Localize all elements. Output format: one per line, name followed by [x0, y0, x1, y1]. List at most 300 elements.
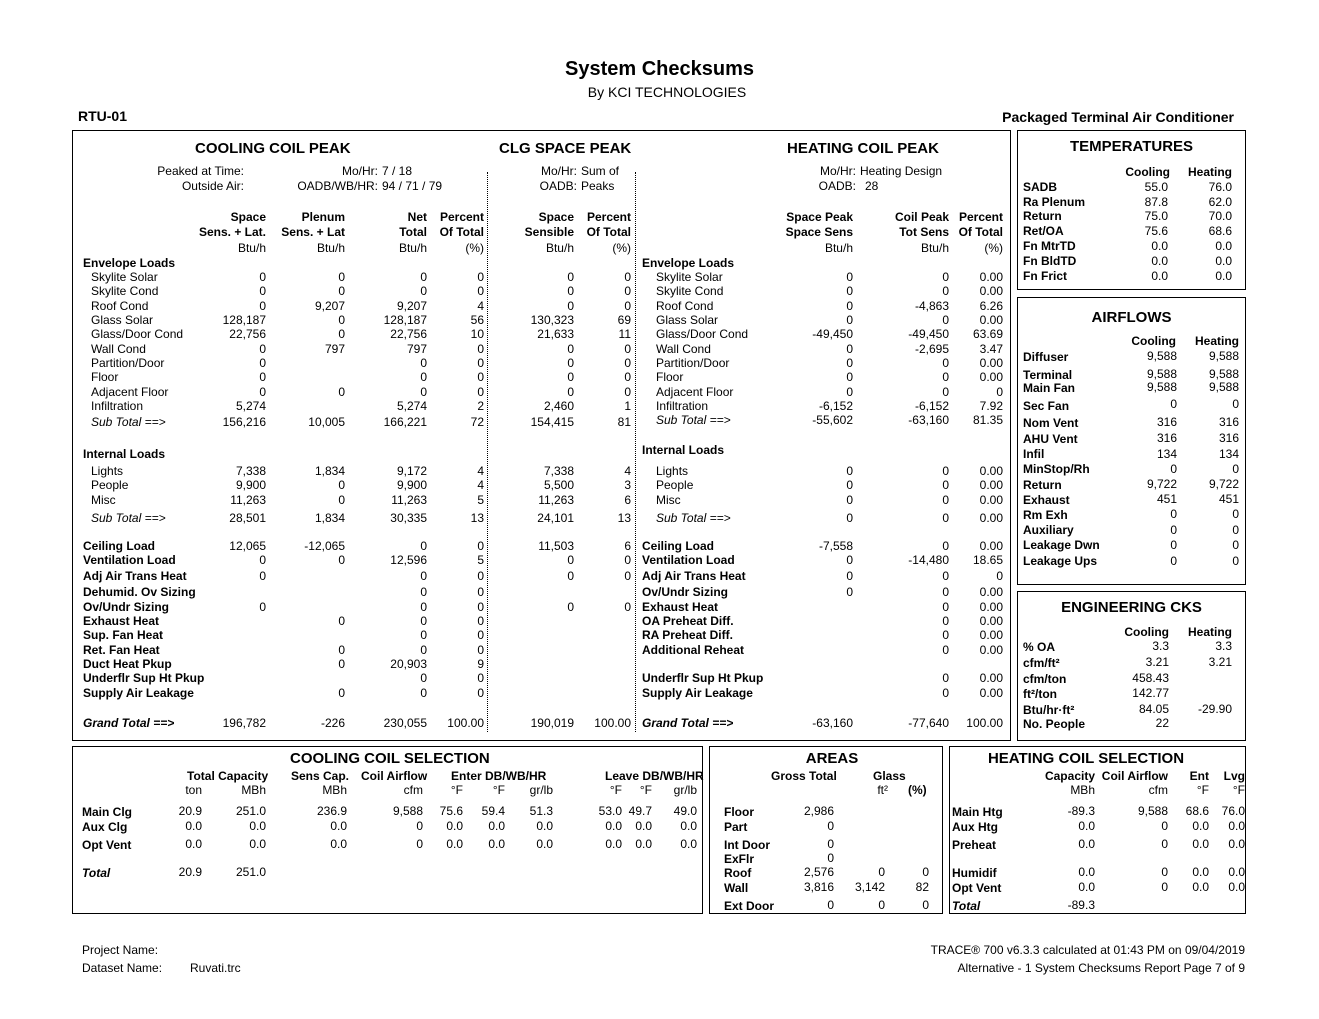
cooling-col-header: Percent — [586, 210, 631, 224]
heating-cell: -49,450 — [908, 327, 949, 341]
coil-cell: 0.0 — [635, 837, 652, 851]
coil-cell: 0.0 — [635, 819, 652, 833]
eng-row-label: cfm/ft² — [1023, 656, 1060, 670]
cooling-cell: 1,834 — [314, 511, 345, 525]
heat-sel-cell: 76.0 — [1221, 804, 1245, 818]
cooling-cell: 0 — [420, 270, 427, 284]
cooling-cell: 13 — [617, 511, 631, 525]
cooling-cell: 0 — [420, 671, 427, 685]
cooling-row-label: Ret. Fan Heat — [83, 643, 160, 657]
cooling-cell: 69 — [617, 313, 631, 327]
heating-row-label: Skylite Cond — [656, 284, 724, 298]
airflow-cooling-value: 316 — [1156, 431, 1177, 445]
coil-cell: 0.0 — [249, 819, 266, 833]
outside-air-label: Outside Air: — [181, 179, 244, 193]
cooling-cell: 797 — [324, 342, 345, 356]
cooling-cell: 128,187 — [383, 313, 427, 327]
heating-cell: 0 — [942, 313, 949, 327]
heat-sel-cell: 0 — [1161, 865, 1168, 879]
eng-row-label: No. People — [1023, 717, 1086, 731]
areas-header: AREAS — [805, 750, 859, 767]
heating-cell: -14,480 — [908, 553, 949, 567]
heat-sel-cell: 0.0 — [1228, 819, 1245, 833]
cooling-row-label: Sub Total ==> — [91, 511, 166, 525]
cooling-cell: 0 — [567, 600, 574, 614]
heating-cell: 0.00 — [979, 686, 1003, 700]
cooling-cell: 0 — [338, 686, 345, 700]
coil-cell: 0.0 — [185, 837, 202, 851]
temp-cooling-value: 75.0 — [1144, 209, 1168, 223]
eng-row-label: ft²/ton — [1023, 687, 1057, 701]
heating-row-label: Wall Cond — [656, 342, 711, 356]
cooling-row-label: Underflr Sup Ht Pkup — [83, 671, 205, 685]
cooling-cell: 0 — [420, 539, 427, 553]
heating-cell: 0 — [942, 643, 949, 657]
cooling-cell: -226 — [320, 716, 345, 730]
mohr-label: Mo/Hr: — [342, 164, 378, 178]
airflow-cooling-value: 9,588 — [1146, 380, 1177, 394]
temp-row-label: Fn MtrTD — [1023, 239, 1076, 253]
heating-row-label: Exhaust Heat — [642, 600, 719, 614]
airflow-heating-value: 0 — [1232, 538, 1239, 552]
cooling-row-label: Sup. Fan Heat — [83, 628, 164, 642]
heating-cell: 0 — [996, 569, 1003, 583]
heating-cell: 0 — [942, 671, 949, 685]
cooling-cell: 6 — [624, 539, 631, 553]
heating-coil-selection-header: HEATING COIL SELECTION — [987, 750, 1185, 767]
heat-sel-col-header: Lvg — [1223, 769, 1245, 783]
heating-cell: 0 — [846, 385, 853, 399]
airflow-heating-value: 9,588 — [1208, 367, 1239, 381]
airflow-cooling-value: 0 — [1170, 538, 1177, 552]
cooling-cell: 1 — [624, 399, 631, 413]
cooling-col-header: Btu/h — [545, 241, 574, 255]
cooling-cell: 12,596 — [390, 553, 427, 567]
airflow-heating-value: 0 — [1232, 507, 1239, 521]
airflow-cooling-value: 451 — [1156, 492, 1177, 506]
heating-cell: 0 — [846, 270, 853, 284]
cooling-cell: 196,782 — [222, 716, 266, 730]
heating-row-label: Ceiling Load — [642, 539, 714, 553]
report-title: System Checksums — [565, 58, 754, 80]
cooling-cell: 11,503 — [538, 539, 574, 553]
cooling-col-header: Sensible — [524, 225, 574, 239]
heating-cell: 0 — [846, 464, 853, 478]
temp-row-label: Ra Plenum — [1023, 195, 1086, 209]
coil-unit: °F — [492, 783, 505, 797]
heating-cell: -4,863 — [914, 299, 949, 313]
heating-coil-peak-header: HEATING COIL PEAK — [787, 140, 939, 157]
cooling-cell: 11,263 — [538, 493, 574, 507]
cooling-cell: 0 — [338, 614, 345, 628]
heating-cell: 0.00 — [979, 628, 1003, 642]
heat-sel-cell: 0.0 — [1228, 865, 1245, 879]
airflow-row-label: Sec Fan — [1023, 399, 1070, 413]
cooling-cell: 0 — [624, 342, 631, 356]
heating-row-label: Sub Total ==> — [656, 511, 731, 525]
heating-col-header: Btu/h — [920, 241, 949, 255]
cooling-cell: 0 — [624, 385, 631, 399]
column-divider — [635, 172, 636, 732]
area-cell: 0 — [827, 837, 834, 851]
heating-col-header: Coil Peak — [894, 210, 949, 224]
cooling-row-label: Floor — [91, 370, 119, 384]
coil-cell: 0.0 — [488, 819, 505, 833]
coil-group-header: Total Capacity — [187, 769, 269, 783]
heating-cell: 0 — [846, 356, 853, 370]
cooling-col-header: Net — [407, 210, 427, 224]
temp-cooling-value: 55.0 — [1144, 180, 1168, 194]
cooling-col-header: Of Total — [586, 225, 631, 239]
cooling-cell: 0 — [624, 569, 631, 583]
system-name: RTU-01 — [78, 108, 128, 124]
heating-cell: 3.47 — [979, 342, 1003, 356]
airflow-row-label: Exhaust — [1023, 493, 1070, 507]
cooling-cell: 1,834 — [314, 464, 345, 478]
cooling-cell: 0 — [567, 553, 574, 567]
area-cell: 2,986 — [803, 804, 834, 818]
cooling-cell: 0 — [477, 600, 484, 614]
heating-cell: 0.00 — [979, 671, 1003, 685]
cooling-row-label: Dehumid. Ov Sizing — [83, 585, 196, 599]
coil-unit: MBh — [241, 783, 266, 797]
heating-cell: -55,602 — [812, 413, 853, 427]
coil-unit: °F — [450, 783, 463, 797]
heat-sel-col-header: Capacity — [1044, 769, 1095, 783]
cooling-cell: 5,500 — [543, 478, 574, 492]
temp-row-label: Fn Frict — [1023, 269, 1067, 283]
heat-sel-row-label: Preheat — [952, 838, 997, 852]
cooling-col-header: Sens. + Lat. — [198, 225, 266, 239]
cooling-cell: 0 — [477, 671, 484, 685]
heating-cell: -6,152 — [914, 399, 949, 413]
cooling-cell: 0 — [259, 569, 266, 583]
cooling-cell: 797 — [406, 342, 427, 356]
heat-sel-row-label: Main Htg — [952, 805, 1003, 819]
airflow-cooling-value: 9,588 — [1146, 367, 1177, 381]
cooling-cell: 0 — [420, 686, 427, 700]
temp-heating-value: 68.6 — [1208, 224, 1232, 238]
heating-col-header: Btu/h — [824, 241, 853, 255]
heating-cell: 0 — [846, 585, 853, 599]
heating-cell: 0 — [846, 299, 853, 313]
airflow-row-label: Return — [1023, 478, 1062, 492]
eng-cooling-value: 458.43 — [1132, 671, 1169, 685]
heating-cell: 81.35 — [972, 413, 1003, 427]
heating-cell: 0 — [942, 464, 949, 478]
heat-sel-col-header: Coil Airflow — [1101, 769, 1168, 783]
cooling-cell: 0 — [420, 569, 427, 583]
cooling-cell: 166,221 — [383, 415, 427, 429]
heating-cell: 18.65 — [972, 553, 1003, 567]
temp-row-label: Return — [1023, 209, 1062, 223]
heating-cell: 0.00 — [979, 270, 1003, 284]
cooling-cell: 5 — [477, 493, 484, 507]
heating-cell: 0 — [942, 385, 949, 399]
cooling-row-label: Glass/Door Cond — [91, 327, 184, 341]
cooling-cell: 0 — [420, 585, 427, 599]
heating-cell: 0.00 — [979, 643, 1003, 657]
cooling-cell: 11,263 — [230, 493, 266, 507]
airflow-row-label: Leakage Dwn — [1023, 538, 1100, 552]
cooling-cell: 0 — [624, 356, 631, 370]
cooling-row-label: Lights — [91, 464, 124, 478]
dataset-name-value: Ruvati.trc — [190, 961, 241, 975]
area-row-label: Roof — [724, 866, 752, 880]
cooling-cell: 9,207 — [314, 299, 345, 313]
coil-row-label: Aux Clg — [82, 820, 128, 834]
cooling-cell: 4 — [477, 299, 484, 313]
cooling-cell: 10,005 — [308, 415, 345, 429]
area-row-label: Part — [724, 820, 748, 834]
cooling-cell: 0 — [259, 270, 266, 284]
coil-cell: 251.0 — [235, 804, 266, 818]
eng-heating-value: -29.90 — [1197, 702, 1232, 716]
cooling-cell: 0 — [567, 342, 574, 356]
heating-cell: 0.00 — [979, 493, 1003, 507]
temp-row-label: SADB — [1023, 180, 1058, 194]
cooling-row-label: Supply Air Leakage — [83, 686, 194, 700]
coil-group-header: Leave DB/WB/HR — [605, 769, 704, 783]
cooling-cell: 0 — [338, 385, 345, 399]
area-cell: 0 — [922, 898, 929, 912]
cooling-cell: 4 — [624, 464, 631, 478]
cooling-cell: 0 — [338, 657, 345, 671]
airflow-row-label: MinStop/Rh — [1023, 462, 1090, 476]
cooling-cell: 0 — [420, 614, 427, 628]
cooling-cell: 0 — [477, 614, 484, 628]
heating-row-label: OA Preheat Diff. — [642, 614, 734, 628]
temp-cooling-value: 0.0 — [1151, 269, 1168, 283]
cooling-cell: 0 — [338, 270, 345, 284]
heat-sel-unit: MBh — [1070, 783, 1095, 797]
temp-heating-value: 76.0 — [1208, 180, 1232, 194]
eng-heating-value: 3.3 — [1215, 639, 1232, 653]
cooling-cell: 0 — [477, 643, 484, 657]
heating-cell: 0.00 — [979, 284, 1003, 298]
heating-row-label: Ventilation Load — [642, 553, 735, 567]
cooling-cell: 72 — [470, 415, 484, 429]
heating-cell: 0 — [942, 370, 949, 384]
heating-cell: 0 — [942, 600, 949, 614]
cooling-cell: 0 — [624, 299, 631, 313]
cooling-col-header: Of Total — [439, 225, 484, 239]
heat-sel-cell: -89.3 — [1067, 804, 1095, 818]
cooling-cell: 0 — [259, 299, 266, 313]
peaked-label: Peaked at Time: — [157, 164, 244, 178]
cooling-cell: 0 — [624, 600, 631, 614]
airflow-row-label: Terminal — [1023, 368, 1073, 382]
airflow-heating-value: 9,588 — [1208, 380, 1239, 394]
eng-row-label: Btu/hr·ft² — [1023, 703, 1075, 717]
airflow-heating-value: 0 — [1232, 462, 1239, 476]
oadb-value: 94 / 71 / 79 — [382, 179, 443, 193]
cooling-col-header: (%) — [612, 241, 631, 255]
cooling-cell: 0 — [624, 553, 631, 567]
heat-sel-cell: 0.0 — [1192, 819, 1209, 833]
cooling-cell: 0 — [259, 385, 266, 399]
coil-row-label: Total — [82, 866, 111, 880]
airflow-row-label: AHU Vent — [1023, 432, 1078, 446]
heating-row-label: RA Preheat Diff. — [642, 628, 733, 642]
cooling-cell: 4 — [477, 464, 484, 478]
cooling-cell: 128,187 — [222, 313, 266, 327]
trace-version: TRACE® 700 v6.3.3 calculated at 01:43 PM on 09/04/2019 — [930, 943, 1245, 957]
cooling-cell: 81 — [617, 415, 631, 429]
cooling-row-label: Ventilation Load — [83, 553, 176, 567]
coil-row-label: Main Clg — [82, 805, 132, 819]
airflow-row-label: Diffuser — [1023, 350, 1069, 364]
areas-pct-unit: (%) — [908, 783, 927, 797]
cooling-cell: 0 — [477, 686, 484, 700]
temp-cooling-value: 0.0 — [1151, 239, 1168, 253]
coil-cell: 0.0 — [680, 819, 697, 833]
heating-cell: 0 — [846, 313, 853, 327]
coil-unit: cfm — [403, 783, 423, 797]
area-cell: 3,142 — [854, 880, 885, 894]
heating-cell: 0 — [846, 511, 853, 525]
heat-sel-cell: 0.0 — [1078, 837, 1095, 851]
heating-cell: -49,450 — [812, 327, 853, 341]
cooling-cell: 0 — [420, 370, 427, 384]
coil-group-header: Sens Cap. — [291, 769, 350, 783]
report-page-info: Alternative - 1 System Checksums Report Page 7 of 9 — [957, 961, 1245, 975]
cooling-cell: 22,756 — [229, 327, 266, 341]
cooling-row-label: Wall Cond — [91, 342, 146, 356]
heat-sel-cell: 0 — [1161, 880, 1168, 894]
heating-cell: 0.00 — [979, 539, 1003, 553]
coil-cell: 49.7 — [628, 804, 652, 818]
heating-cell: 0.00 — [979, 600, 1003, 614]
coil-cell: 0.0 — [488, 837, 505, 851]
airflow-cooling-value: 0 — [1170, 462, 1177, 476]
heat-sel-cell: 9,588 — [1137, 804, 1168, 818]
heat-sel-cell: 0.0 — [1078, 865, 1095, 879]
heat-sel-col-header: Ent — [1189, 769, 1209, 783]
project-name-label: Project Name: — [82, 943, 159, 957]
cooling-cell: 5 — [477, 553, 484, 567]
cooling-row-label: Skylite Cond — [91, 284, 159, 298]
space-mohr-label: Mo/Hr: — [541, 164, 577, 178]
cooling-cell: 5,274 — [396, 399, 427, 413]
heating-cell: 0 — [846, 553, 853, 567]
cooling-cell: 30,335 — [390, 511, 427, 525]
heat-sel-cell: 0.0 — [1078, 880, 1095, 894]
heating-cell: -63,160 — [812, 716, 853, 730]
heating-cell: -6,152 — [818, 399, 853, 413]
coil-cell: 0.0 — [605, 819, 622, 833]
cooling-coil-selection-header: COOLING COIL SELECTION — [290, 750, 490, 767]
coil-cell: 59.4 — [481, 804, 505, 818]
cooling-cell: 21,633 — [537, 327, 574, 341]
coil-unit: gr/lb — [529, 783, 553, 797]
cooling-cell: 9,900 — [235, 478, 266, 492]
cooling-cell: 0 — [259, 356, 266, 370]
cooling-cell: 0 — [624, 370, 631, 384]
temp-heating-value: 62.0 — [1208, 195, 1232, 209]
cooling-cell: 0 — [420, 600, 427, 614]
temp-heating-value: 0.0 — [1215, 269, 1232, 283]
coil-group-header: Enter DB/WB/HR — [451, 769, 547, 783]
cooling-cell: 0 — [338, 327, 345, 341]
cooling-cell: 9 — [477, 657, 484, 671]
cooling-cell: 6 — [624, 493, 631, 507]
airflow-cooling-value: 9,722 — [1146, 477, 1177, 491]
airflow-cooling-value: 134 — [1156, 447, 1177, 461]
heating-cell: -63,160 — [908, 413, 949, 427]
heat-internal-label: Internal Loads — [642, 443, 725, 457]
airflow-row-label: Nom Vent — [1023, 416, 1079, 430]
heating-cell: 7.92 — [979, 399, 1003, 413]
airflow-heating-value: 316 — [1218, 431, 1239, 445]
heating-col-header: Space Sens — [785, 225, 853, 239]
cooling-row-label: Ov/Undr Sizing — [83, 600, 170, 614]
cooling-row-label: Sub Total ==> — [91, 415, 166, 429]
heat-sel-row-label: Total — [952, 899, 981, 913]
cooling-cell: 0 — [624, 270, 631, 284]
heating-cell: 0.00 — [979, 370, 1003, 384]
air-col-cooling: Cooling — [1131, 334, 1176, 348]
heat-oadb-label: OADB: — [818, 179, 856, 193]
cooling-col-header: Btu/h — [316, 241, 345, 255]
heating-row-label: Roof Cond — [656, 299, 714, 313]
eng-heating-value: 3.21 — [1208, 655, 1232, 669]
heating-cell: -7,558 — [818, 539, 853, 553]
air-col-heating: Heating — [1194, 334, 1239, 348]
temperatures-header: TEMPERATURES — [1069, 138, 1194, 155]
cooling-col-header: Btu/h — [237, 241, 266, 255]
cooling-row-label: Duct Heat Pkup — [83, 657, 172, 671]
heating-row-label: Ov/Undr Sizing — [642, 585, 729, 599]
heat-sel-unit: °F — [1196, 783, 1209, 797]
cooling-col-header: Total — [399, 225, 427, 239]
heating-cell: 0.00 — [979, 511, 1003, 525]
area-cell: 0 — [827, 819, 834, 833]
airflow-cooling-value: 9,588 — [1146, 349, 1177, 363]
heat-sel-cell: 0.0 — [1228, 837, 1245, 851]
cooling-row-label: Skylite Solar — [91, 270, 158, 284]
heating-cell: 0 — [942, 270, 949, 284]
coil-cell: 0.0 — [536, 819, 553, 833]
heating-row-label: Additional Reheat — [642, 643, 745, 657]
cooling-cell: 0 — [477, 342, 484, 356]
cooling-cell: 2,460 — [543, 399, 574, 413]
airflow-row-label: Auxiliary — [1023, 523, 1074, 537]
cooling-row-label: Grand Total ==> — [83, 716, 175, 730]
cooling-cell: 0 — [624, 284, 631, 298]
heat-oadb-value: 28 — [865, 179, 879, 193]
cooling-col-header: Space — [538, 210, 574, 224]
coil-cell: 20.9 — [178, 804, 202, 818]
heating-cell: 0 — [846, 493, 853, 507]
temp-cooling-value: 87.8 — [1144, 195, 1168, 209]
cooling-cell: 100.00 — [594, 716, 631, 730]
area-cell: 0 — [827, 851, 834, 865]
coil-cell: 49.0 — [673, 804, 697, 818]
heating-cell: 0.00 — [979, 478, 1003, 492]
space-oadb-value: Peaks — [581, 179, 615, 193]
airflow-cooling-value: 0 — [1170, 397, 1177, 411]
temp-heating-value: 0.0 — [1215, 239, 1232, 253]
cooling-cell: 0 — [567, 356, 574, 370]
cooling-cell: 0 — [259, 600, 266, 614]
cooling-coil-peak-header: COOLING COIL PEAK — [195, 140, 351, 157]
heating-col-header: (%) — [984, 241, 1003, 255]
coil-cell: 0.0 — [446, 837, 463, 851]
heating-cell: 0 — [942, 284, 949, 298]
heat-sel-unit: cfm — [1148, 783, 1168, 797]
cooling-cell: 2 — [477, 399, 484, 413]
